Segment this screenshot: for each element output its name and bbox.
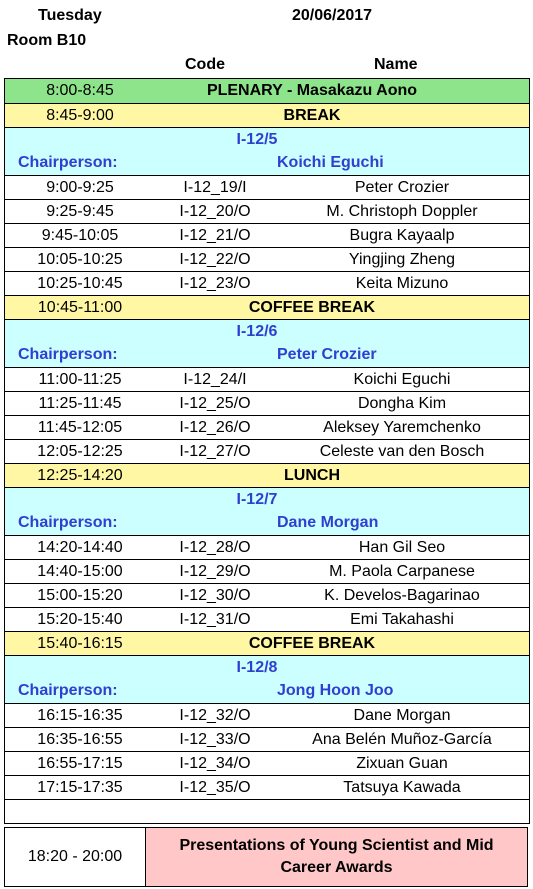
talk-row — [5, 775, 529, 799]
chairperson-row — [5, 511, 529, 535]
time-cell: 11:45-12:05 — [37, 418, 123, 436]
speaker-name-cell: Emi Takahashi — [350, 610, 454, 628]
time-cell: 9:45-10:05 — [41, 226, 119, 244]
code-cell: I-12_25/O — [179, 394, 251, 412]
break-row — [5, 463, 529, 487]
chairperson-name: Koichi Eguchi — [277, 154, 384, 171]
speaker-name-cell: Zixuan Guan — [356, 754, 448, 772]
time-cell: 10:25-10:45 — [37, 274, 123, 292]
name-column-header: Name — [374, 56, 418, 73]
code-cell: I-12_21/O — [179, 226, 251, 244]
time-cell: 16:35-16:55 — [37, 730, 123, 748]
talk-row — [5, 439, 529, 463]
time-cell: 12:05-12:25 — [37, 442, 123, 460]
code-cell: I-12_30/O — [179, 586, 251, 604]
time-cell: 14:40-15:00 — [37, 562, 123, 580]
speaker-name-cell: M. Christoph Doppler — [326, 202, 478, 220]
talk-row — [5, 583, 529, 607]
talk-row — [5, 751, 529, 775]
code-cell: I-12_34/O — [179, 754, 251, 772]
speaker-name-cell: Dongha Kim — [357, 394, 447, 412]
speaker-name-cell: Celeste van den Bosch — [319, 442, 485, 460]
chairperson-label: Chairperson: — [18, 346, 118, 363]
code-cell: I-12_27/O — [179, 442, 251, 460]
time-cell: 10:45-11:00 — [37, 298, 123, 316]
awards-title: Presentations of Young Scientist and Mid Career Awards — [146, 828, 527, 886]
code-cell: I-12_35/O — [179, 778, 251, 796]
awards-row — [4, 827, 528, 887]
code-cell: I-12_19/I — [183, 178, 247, 196]
talk-row — [5, 223, 529, 247]
time-cell: 11:00-11:25 — [38, 370, 122, 388]
speaker-name-cell: Peter Crozier — [354, 178, 450, 196]
speaker-name-cell: Koichi Eguchi — [353, 370, 451, 388]
talk-row — [5, 175, 529, 199]
code-cell: I-12_29/O — [179, 562, 251, 580]
time-cell: 9:25-9:45 — [46, 202, 114, 220]
talk-row — [5, 415, 529, 439]
code-cell: I-12_22/O — [179, 250, 251, 268]
talk-row — [5, 271, 529, 295]
talk-row — [5, 559, 529, 583]
speaker-name-cell: Han Gil Seo — [358, 538, 446, 556]
time-cell: 8:00-8:45 — [46, 82, 114, 99]
chairperson-row — [5, 151, 529, 175]
break-row — [5, 631, 529, 655]
break-label: BREAK — [283, 106, 341, 124]
session-row — [5, 487, 529, 511]
chairperson-name: Peter Crozier — [277, 346, 377, 363]
code-cell: I-12_33/O — [179, 730, 251, 748]
talk-row — [5, 391, 529, 415]
talk-row — [5, 199, 529, 223]
time-cell: 9:00-9:25 — [46, 178, 114, 196]
session-row — [5, 319, 529, 343]
speaker-name-cell: Tatsuya Kawada — [343, 778, 461, 796]
speaker-name-cell: Aleksey Yaremchenko — [323, 418, 481, 436]
time-cell: 14:20-14:40 — [37, 538, 123, 556]
speaker-name-cell: Yingjing Zheng — [348, 250, 456, 268]
chairperson-name: Dane Morgan — [277, 514, 379, 531]
break-row — [5, 295, 529, 319]
time-cell: 12:25-14:20 — [37, 466, 123, 484]
speaker-name-cell: M. Paola Carpanese — [329, 562, 475, 580]
code-cell: I-12_31/O — [179, 610, 251, 628]
talk-row — [5, 703, 529, 727]
session-title: I-12/8 — [236, 658, 278, 676]
talk-row — [5, 247, 529, 271]
empty-row — [5, 799, 529, 823]
code-cell: I-12_26/O — [179, 418, 251, 436]
time-cell: 16:15-16:35 — [37, 706, 123, 724]
code-column-header: Code — [185, 56, 225, 73]
time-cell: 17:15-17:35 — [37, 778, 123, 796]
chairperson-label: Chairperson: — [18, 682, 118, 699]
time-cell: 10:05-10:25 — [37, 250, 123, 268]
time-cell: 11:25-11:45 — [38, 394, 122, 412]
session-row — [5, 127, 529, 151]
chairperson-name: Jong Hoon Joo — [277, 682, 394, 699]
code-cell: I-12_24/I — [183, 370, 247, 388]
speaker-name-cell: Keita Mizuno — [355, 274, 449, 292]
talk-row — [5, 535, 529, 559]
code-cell: I-12_32/O — [179, 706, 251, 724]
time-cell: 15:40-16:15 — [37, 634, 123, 652]
date-label: 20/06/2017 — [292, 7, 373, 24]
speaker-name-cell: Dane Morgan — [353, 706, 451, 724]
speaker-name-cell: K. Develos-Bagarinao — [324, 586, 480, 604]
time-cell: 15:00-15:20 — [37, 586, 123, 604]
time-cell: 8:45-9:00 — [46, 106, 114, 124]
talk-row — [5, 367, 529, 391]
schedule-table — [4, 78, 530, 824]
session-title: I-12/6 — [236, 322, 278, 340]
chairperson-row — [5, 343, 529, 367]
break-label: COFFEE BREAK — [248, 634, 376, 652]
time-cell: 15:20-15:40 — [37, 610, 123, 628]
session-row — [5, 655, 529, 679]
talk-row — [5, 607, 529, 631]
session-title: I-12/7 — [236, 490, 278, 508]
chairperson-label: Chairperson: — [18, 514, 118, 531]
break-label: COFFEE BREAK — [248, 298, 376, 316]
code-cell: I-12_23/O — [179, 274, 251, 292]
chairperson-row — [5, 679, 529, 703]
code-cell: I-12_28/O — [179, 538, 251, 556]
day-label: Tuesday — [38, 7, 102, 24]
plenary-row — [5, 79, 529, 103]
room-label: Room B10 — [7, 32, 87, 49]
code-cell: I-12_20/O — [179, 202, 251, 220]
break-row — [5, 103, 529, 127]
session-title: I-12/5 — [236, 130, 278, 148]
talk-row — [5, 727, 529, 751]
chairperson-label: Chairperson: — [18, 154, 118, 171]
speaker-name-cell: Ana Belén Muñoz-García — [312, 730, 492, 748]
speaker-name-cell: Bugra Kayaalp — [349, 226, 455, 244]
awards-time: 18:20 - 20:00 — [5, 828, 146, 886]
plenary-label: PLENARY - Masakazu Aono — [206, 82, 418, 99]
break-label: LUNCH — [284, 466, 340, 484]
time-cell: 16:55-17:15 — [37, 754, 123, 772]
